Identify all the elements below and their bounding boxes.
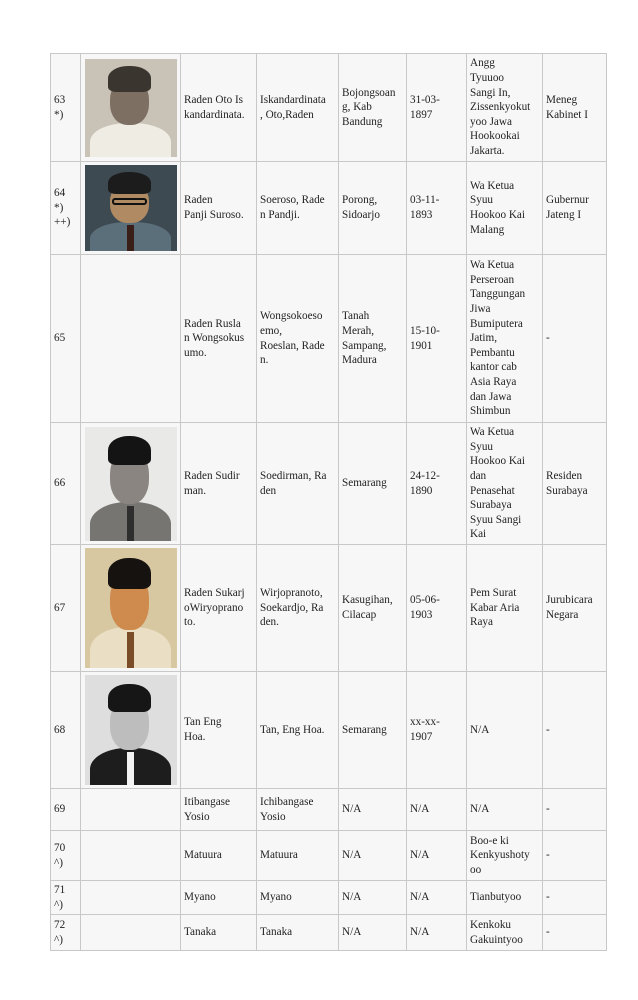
position-cell [467, 831, 543, 881]
post-war-role-text: - [546, 849, 550, 862]
position-cell [467, 423, 543, 545]
birthplace-text: N/A [342, 891, 362, 904]
name-cell [181, 162, 257, 255]
post-war-role-text: - [546, 723, 550, 736]
alias-text: Wongsokoeso emo, Roeslan, Rade n. [260, 310, 325, 367]
photo-cell [81, 255, 181, 423]
birthplace-text: Bojongsoan g, Kab Bandung [342, 86, 396, 128]
number-cell [51, 672, 81, 789]
members-table [50, 53, 607, 951]
table-body [51, 54, 607, 951]
name-cell [181, 672, 257, 789]
post-war-role-text: - [546, 332, 550, 345]
birthdate-cell [407, 423, 467, 545]
portrait-photo-icon [85, 59, 177, 157]
alias-cell [257, 831, 339, 881]
post-war-role-cell [543, 915, 607, 951]
portrait-photo-icon [85, 165, 177, 251]
birthdate-text: xx-xx- 1907 [410, 716, 440, 743]
table-row [51, 162, 607, 255]
birthplace-text: N/A [342, 803, 362, 816]
number-text: 70 ^) [54, 841, 66, 869]
number-text: 67 [54, 601, 66, 614]
table-row [51, 672, 607, 789]
alias-text: Ichibangase Yosio [260, 795, 314, 823]
birthplace-cell [339, 54, 407, 162]
position-text: N/A [470, 723, 490, 736]
position-cell [467, 255, 543, 423]
alias-text: Wirjopranoto, Soekardjo, Ra den. [260, 587, 324, 629]
number-cell [51, 881, 81, 915]
photo-cell [81, 881, 181, 915]
birthplace-text: N/A [342, 926, 362, 939]
post-war-role-cell [543, 545, 607, 672]
table-row [51, 789, 607, 831]
photo-cell [81, 789, 181, 831]
number-text: 64 *) ++) [54, 187, 71, 229]
name-cell [181, 915, 257, 951]
number-cell [51, 831, 81, 881]
birthdate-text: 24-12- 1890 [410, 469, 440, 497]
position-cell [467, 54, 543, 162]
number-cell [51, 54, 81, 162]
birthdate-cell [407, 831, 467, 881]
position-cell [467, 545, 543, 672]
post-war-role-text: Residen Surabaya [546, 469, 588, 497]
birthplace-cell [339, 831, 407, 881]
table-row [51, 915, 607, 951]
birthdate-cell [407, 255, 467, 423]
birthplace-text: Porong, Sidoarjo [342, 194, 380, 221]
photo-cell [81, 162, 181, 255]
position-text: Pem Surat Kabar Aria Raya [470, 587, 520, 629]
alias-text: Tan, Eng Hoa. [260, 723, 325, 736]
alias-text: Soedirman, Ra den [260, 469, 327, 497]
post-war-role-text: Jurubicara Negara [546, 594, 593, 621]
name-cell [181, 545, 257, 672]
name-text: Raden Panji Suroso. [184, 194, 244, 221]
position-cell [467, 881, 543, 915]
position-text: Tianbutyoo [470, 891, 522, 904]
name-text: Raden Sukarj oWiryoprano to. [184, 587, 245, 629]
alias-cell [257, 545, 339, 672]
photo-cell [81, 672, 181, 789]
alias-text: Matuura [260, 849, 298, 862]
portrait-photo-icon [85, 548, 177, 668]
post-war-role-cell [543, 881, 607, 915]
birthdate-text: 15-10- 1901 [410, 324, 440, 352]
birthdate-cell [407, 545, 467, 672]
position-cell [467, 162, 543, 255]
number-cell [51, 545, 81, 672]
photo-cell [81, 915, 181, 951]
table-row [51, 545, 607, 672]
name-text: Raden Rusla n Wongsokus umo. [184, 317, 245, 359]
name-text: Myano [184, 891, 216, 904]
birthdate-text: N/A [410, 891, 430, 904]
birthdate-text: 31-03- 1897 [410, 93, 440, 121]
birthplace-text: Kasugihan, Cilacap [342, 594, 393, 621]
birthplace-cell [339, 789, 407, 831]
birthdate-cell [407, 54, 467, 162]
number-text: 65 [54, 332, 66, 345]
table-row [51, 831, 607, 881]
birthplace-cell [339, 672, 407, 789]
position-text: N/A [470, 803, 490, 816]
name-text: Tan Eng Hoa. [184, 716, 222, 743]
position-cell [467, 789, 543, 831]
name-text: Matuura [184, 849, 222, 862]
alias-cell [257, 54, 339, 162]
table-row [51, 255, 607, 423]
alias-text: Tanaka [260, 926, 293, 939]
number-cell [51, 162, 81, 255]
birthplace-cell [339, 545, 407, 672]
post-war-role-text: - [546, 891, 550, 904]
post-war-role-cell [543, 423, 607, 545]
alias-text: Iskandardinata , Oto,Raden [260, 93, 326, 121]
birthdate-text: 03-11- 1893 [410, 194, 440, 221]
post-war-role-text: Gubernur Jateng I [546, 194, 589, 221]
photo-cell [81, 54, 181, 162]
post-war-role-cell [543, 789, 607, 831]
portrait-photo-icon [85, 675, 177, 785]
position-text: Boo-e ki Kenkyushoty oo [470, 834, 530, 876]
post-war-role-cell [543, 162, 607, 255]
alias-cell [257, 915, 339, 951]
post-war-role-text: - [546, 803, 550, 816]
alias-cell [257, 789, 339, 831]
birthplace-text: Semarang [342, 477, 387, 490]
photo-cell [81, 423, 181, 545]
post-war-role-cell [543, 672, 607, 789]
name-cell [181, 831, 257, 881]
alias-cell [257, 881, 339, 915]
post-war-role-cell [543, 54, 607, 162]
birthdate-cell [407, 162, 467, 255]
position-text: Angg Tyuuoo Sangi In, Zissenkyokut yoo Jawa Hookookai Jakarta. [470, 57, 531, 157]
number-text: 72 ^) [54, 919, 66, 946]
alias-cell [257, 423, 339, 545]
name-cell [181, 423, 257, 545]
number-cell [51, 423, 81, 545]
table-row [51, 423, 607, 545]
number-text: 63 *) [54, 93, 66, 121]
birthdate-text: 05-06- 1903 [410, 594, 440, 621]
birthplace-cell [339, 255, 407, 423]
number-cell [51, 915, 81, 951]
birthplace-text: N/A [342, 849, 362, 862]
birthdate-text: N/A [410, 849, 430, 862]
number-text: 68 [54, 723, 66, 736]
birthplace-cell [339, 162, 407, 255]
post-war-role-text: - [546, 926, 550, 939]
number-text: 71 ^) [54, 884, 66, 911]
photo-cell [81, 831, 181, 881]
name-cell [181, 255, 257, 423]
alias-cell [257, 255, 339, 423]
birthdate-text: N/A [410, 926, 430, 939]
birthdate-cell [407, 881, 467, 915]
name-cell [181, 54, 257, 162]
birthdate-cell [407, 789, 467, 831]
name-text: Raden Oto Is kandardinata. [184, 93, 245, 121]
name-text: Raden Sudir man. [184, 469, 240, 497]
position-text: Kenkoku Gakuintyoo [470, 919, 523, 946]
table-row [51, 881, 607, 915]
alias-cell [257, 672, 339, 789]
alias-cell [257, 162, 339, 255]
number-text: 66 [54, 477, 66, 490]
portrait-photo-icon [85, 427, 177, 541]
post-war-role-cell [543, 255, 607, 423]
position-text: Wa Ketua Syuu Hookoo Kai Malang [470, 179, 525, 236]
photo-cell [81, 545, 181, 672]
birthplace-text: Tanah Merah, Sampang, Madura [342, 310, 387, 367]
position-text: Wa Ketua Perseroan Tanggungan Jiwa Bumiputera Jatim, Pembantu kantor cab Asia Raya dan Jawa Shimbun [470, 259, 526, 418]
post-war-role-text: Meneg Kabinet I [546, 93, 588, 121]
name-text: Tanaka [184, 926, 217, 939]
name-cell [181, 881, 257, 915]
birthplace-cell [339, 915, 407, 951]
position-cell [467, 915, 543, 951]
table-row [51, 54, 607, 162]
number-cell [51, 255, 81, 423]
birthplace-cell [339, 423, 407, 545]
name-text: Itibangase Yosio [184, 795, 230, 823]
post-war-role-cell [543, 831, 607, 881]
number-text: 69 [54, 803, 66, 816]
number-cell [51, 789, 81, 831]
name-cell [181, 789, 257, 831]
birthdate-cell [407, 672, 467, 789]
alias-text: Myano [260, 891, 292, 904]
alias-text: Soeroso, Rade n Pandji. [260, 194, 325, 221]
birthplace-cell [339, 881, 407, 915]
birthdate-cell [407, 915, 467, 951]
position-text: Wa Ketua Syuu Hookoo Kai dan Penasehat Surabaya Syuu Sangi Kai [470, 426, 525, 541]
position-cell [467, 672, 543, 789]
birthplace-text: Semarang [342, 723, 387, 736]
birthdate-text: N/A [410, 803, 430, 816]
